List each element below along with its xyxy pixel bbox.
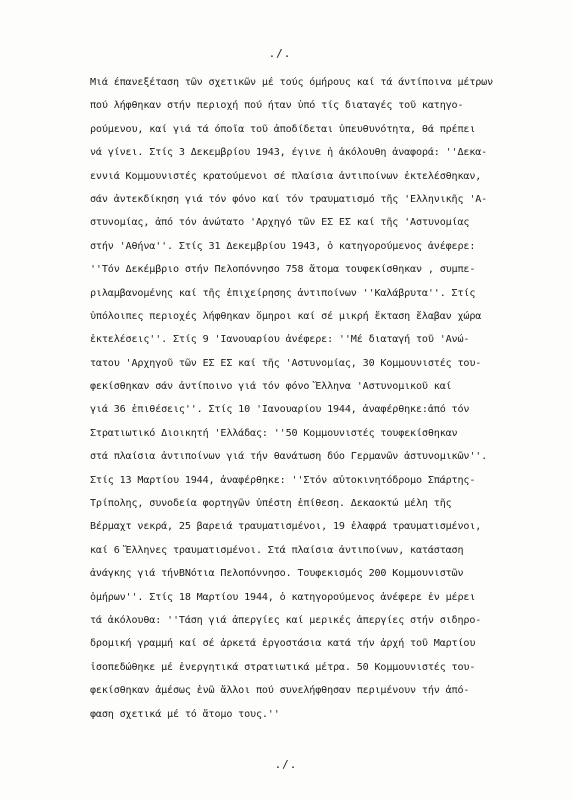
page-continuation-marker-top: ./.: [268, 47, 292, 60]
text-line: στά πλαίσια ἀντιποίνων γιά τήν θανάτωση δύο Γερμανῶν ἀστυνομικῶν''.: [90, 451, 488, 463]
text-line: τά ἀκόλουθα: ''Τάση γιά ἀπεργίες καί μερικές ἀπεργίες στήν σιδηρο-: [90, 614, 482, 626]
text-line: Στίς 13 Μαρτίου 1944, ἀναφέρθηκε: ''Στόν αὐτοκινητόδρομο Σπάρτης-: [90, 474, 476, 486]
body-text: [90, 71, 550, 726]
text-line: καί 6 Ἕλληνες τραυματισμένοι. Στά πλαίσια ἀντιποίνων, κατάσταση: [90, 544, 464, 556]
text-line: φαση σχετικά μέ τό ἄτομο τους.'': [90, 708, 280, 720]
text-line: σάν ἀντεκδίκηση γιά τόν φόνο καί τόν τραυματισμό τῆς 'Ελληνικῆς 'Α-: [90, 193, 488, 205]
text-line: στήν 'Αθήνα''. Στίς 31 Δεκεμβρίου 1943, ὁ κατηγορούμενος ἀνέφερε:: [90, 240, 476, 252]
text-line: ρούμενου, καί γιά τά όποῖα τοῦ ἀποδίδεται ὑπευθυνότητα, θά πρέπει: [90, 123, 476, 135]
text-line: νά γίνει. Στίς 3 Δεκεμβρίου 1943, έγινε ἡ ἀκόλουθη ἀναφορά: ''Δεκα-: [90, 147, 488, 159]
text-line: ἐκτελέσεις''. Στίς 9 'Ιανουαρίου ἀνέφερε: ''Μέ διαταγή τοῦ 'Ανώ-: [90, 334, 470, 346]
text-line: Βέρμαχτ νεκρά, 25 βαρειά τραυματισμένοι, 19 ἐλαφρά τραυματισμένοι,: [90, 521, 482, 533]
text-line: Τρίπολης, συνοδεία φορτηγῶν ὑπέστη ἐπίθεση. Δεκαοκτώ μέλη τῆς: [90, 498, 452, 510]
text-line: Στρατιωτικό Διοικητή 'Ελλάδας: ''50 Κομμουνιστές τουφεκίσθηκαν: [90, 427, 458, 439]
page-continuation-marker-bottom: ./.: [274, 758, 298, 771]
text-line: ἰσοπεδώθηκε μέ ἐνεργητικά στρατιωτικά μέτρα. 50 Κομμουνιστές του-: [90, 661, 476, 673]
text-line: ὁμήρων''. Στίς 18 Μαρτίου 1944, ὁ κατηγορούμενος ἀνέφερε ἐν μέρει: [90, 591, 476, 603]
text-line: εννιά Κομμουνιστές κρατούμενοι σέ πλαίσια ἀντιποίνων ἐκτελέσθηκαν,: [90, 170, 482, 182]
text-line: ''Τόν Δεκέμβριο στήν Πελοπόννησο 758 ἄτομα τουφεκίσθηκαν , συμπε-: [90, 264, 476, 276]
text-line: πού λήφθηκαν στήν περιοχή πού ήταν ὑπό τίς διαταγές τοῦ κατηγο-: [90, 100, 464, 112]
text-line: στυνομίας, ἀπό τόν ἀνώτατο 'Αρχηγό τῶν ΕΣ ΕΣ καί τῆς 'Αστυνομίας: [90, 217, 470, 229]
text-line: ἀνάγκης γιά τήνΒΝότια Πελοπόννησο. Τουφεκισμός 200 Κομμουνιστῶν: [90, 568, 464, 580]
text-line: ὑπόλοιπες περιοχές λήφθηκαν ὅμηροι καί σέ μικρή ἔκταση ἔλαβαν χώρα: [90, 310, 482, 322]
text-line: τατου 'Αρχηγοῦ τῶν ΕΣ ΕΣ καί τῆς 'Αστυνομίας, 30 Κομμουνιστές του-: [90, 357, 482, 369]
text-line: γιά 36 ἐπιθέσεις''. Στίς 10 'Ιανουαρίου 1944, ἀναφέρθηκε:ἀπό τόν: [90, 404, 470, 416]
text-line: φεκίσθηκαν σάν ἀντίποινο γιά τόν φόνο Ἕλληνα 'Αστυνομικοῦ καί: [90, 381, 452, 393]
text-line: φεκίσθηκαν ἀμέσως ἐνῶ ἄλλοι πού συνελήφθησαν περιμένουν τήν ἀπό-: [90, 685, 470, 697]
text-line: Μιά έπανεξέταση τῶν σχετικῶν μέ τούς όμήρους καί τά άντίποινα μέτρων: [90, 77, 494, 88]
text-line: ριλαμβανομένης καί τῆς ἐπιχείρησης ἀντιποίνων ''Καλάβρυτα''. Στίς: [90, 287, 476, 299]
text-line: δρομική γραμμή καί σέ ἀρκετά ἐργοστάσια κατά τήν ἀρχή τοῦ Μαρτίου: [90, 638, 476, 650]
